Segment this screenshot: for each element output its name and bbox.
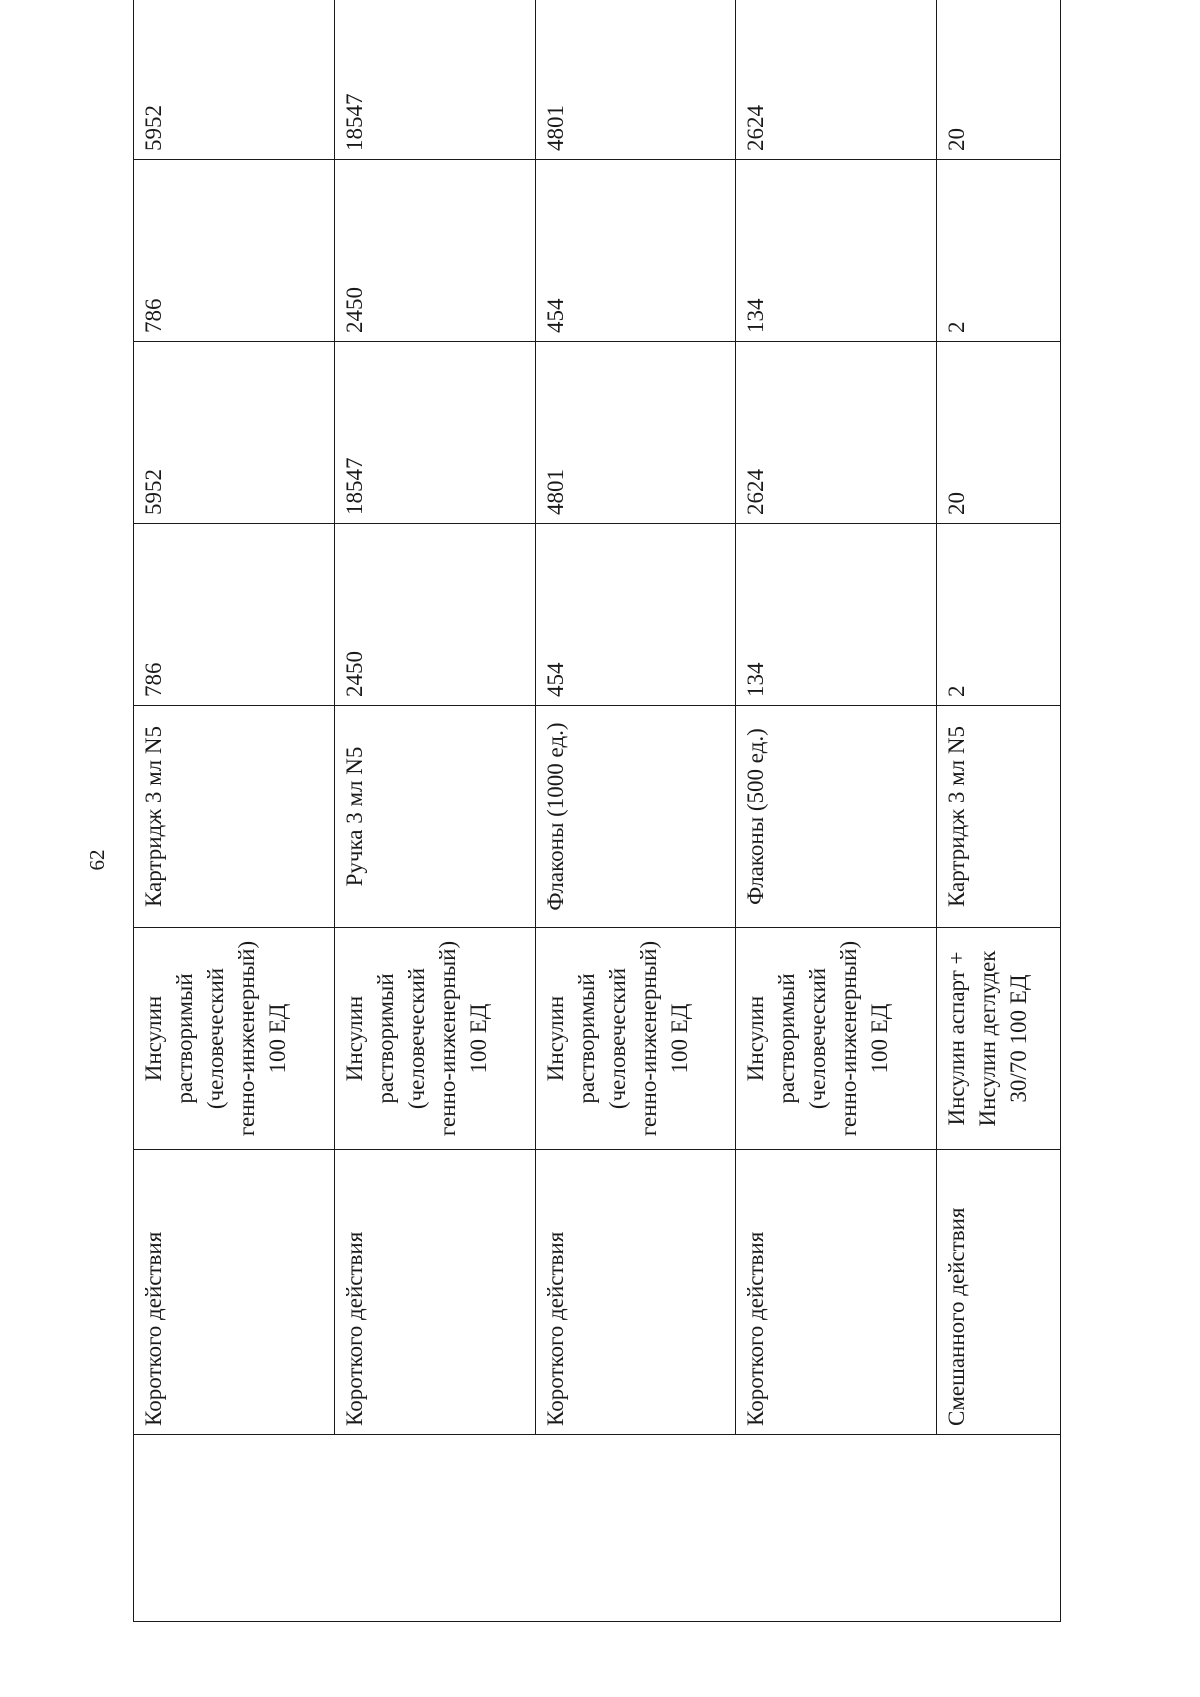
table-cell-qty2: 2 [937, 160, 1061, 342]
table-cell-sum2: 2624 [736, 0, 937, 160]
table-row [736, 0, 937, 1622]
table-cell-name: Инсулин растворимый (человеческий генно-инженерный) 100 ЕД [334, 928, 535, 1150]
table-cell-sum1: 20 [937, 342, 1061, 524]
table-cell-sum1: 4801 [535, 342, 736, 524]
table-row [134, 0, 335, 1622]
table-cell-type: Короткого действия [334, 1150, 535, 1435]
table-cell-qty2: 2450 [334, 160, 535, 342]
table-cell-type: Смешанного действия [937, 1150, 1061, 1435]
table-cell-sum1: 5952 [134, 342, 335, 524]
table-cell-sum1: 2624 [736, 342, 937, 524]
table-cell-name: Инсулин растворимый (человеческий генно-инженерный) 100 ЕД [736, 928, 937, 1150]
table-cell-name: Инсулин растворимый (человеческий генно-инженерный) 100 ЕД [535, 928, 736, 1150]
table-cell-sum2: 20 [937, 0, 1061, 160]
table-cell-type: Короткого действия [535, 1150, 736, 1435]
table-cell-qty2: 786 [134, 160, 335, 342]
table-cell-qty1: 786 [134, 524, 335, 706]
table-row [937, 0, 1061, 1622]
table-cell-form: Флаконы (500 ед.) [736, 706, 937, 928]
table-cell-sum2: 18547 [334, 0, 535, 160]
insulin-table-frame [133, 93, 1061, 1622]
table-cell-blank [134, 1435, 1061, 1622]
table-cell-form: Картридж 3 мл N5 [937, 706, 1061, 928]
table-cell-qty1: 2450 [334, 524, 535, 706]
table-cell-sum1: 18547 [334, 342, 535, 524]
table-cell-qty1: 2 [937, 524, 1061, 706]
table-cell-qty1: 134 [736, 524, 937, 706]
table-cell-qty2: 454 [535, 160, 736, 342]
table-cell-qty2: 134 [736, 160, 937, 342]
table-cell-qty1: 454 [535, 524, 736, 706]
table-cell-form: Ручка 3 мл N5 [334, 706, 535, 928]
page-number: 62 [85, 849, 109, 871]
table-cell-sum2: 4801 [535, 0, 736, 160]
table-cell-type: Короткого действия [134, 1150, 335, 1435]
table-cell-name: Инсулин растворимый (человеческий генно-инженерный) 100 ЕД [134, 928, 335, 1150]
table-cell-name: Инсулин аспарт + Инсулин деглудек 30/70 100 ЕД [937, 928, 1061, 1150]
table-cell-type: Короткого действия [736, 1150, 937, 1435]
table-cell-form: Картридж 3 мл N5 [134, 706, 335, 928]
insulin-table [133, 0, 1061, 1622]
table-cell-sum2: 5952 [134, 0, 335, 160]
table-cell-form: Флаконы (1000 ед.) [535, 706, 736, 928]
table-row [535, 0, 736, 1622]
table-row [334, 0, 535, 1622]
